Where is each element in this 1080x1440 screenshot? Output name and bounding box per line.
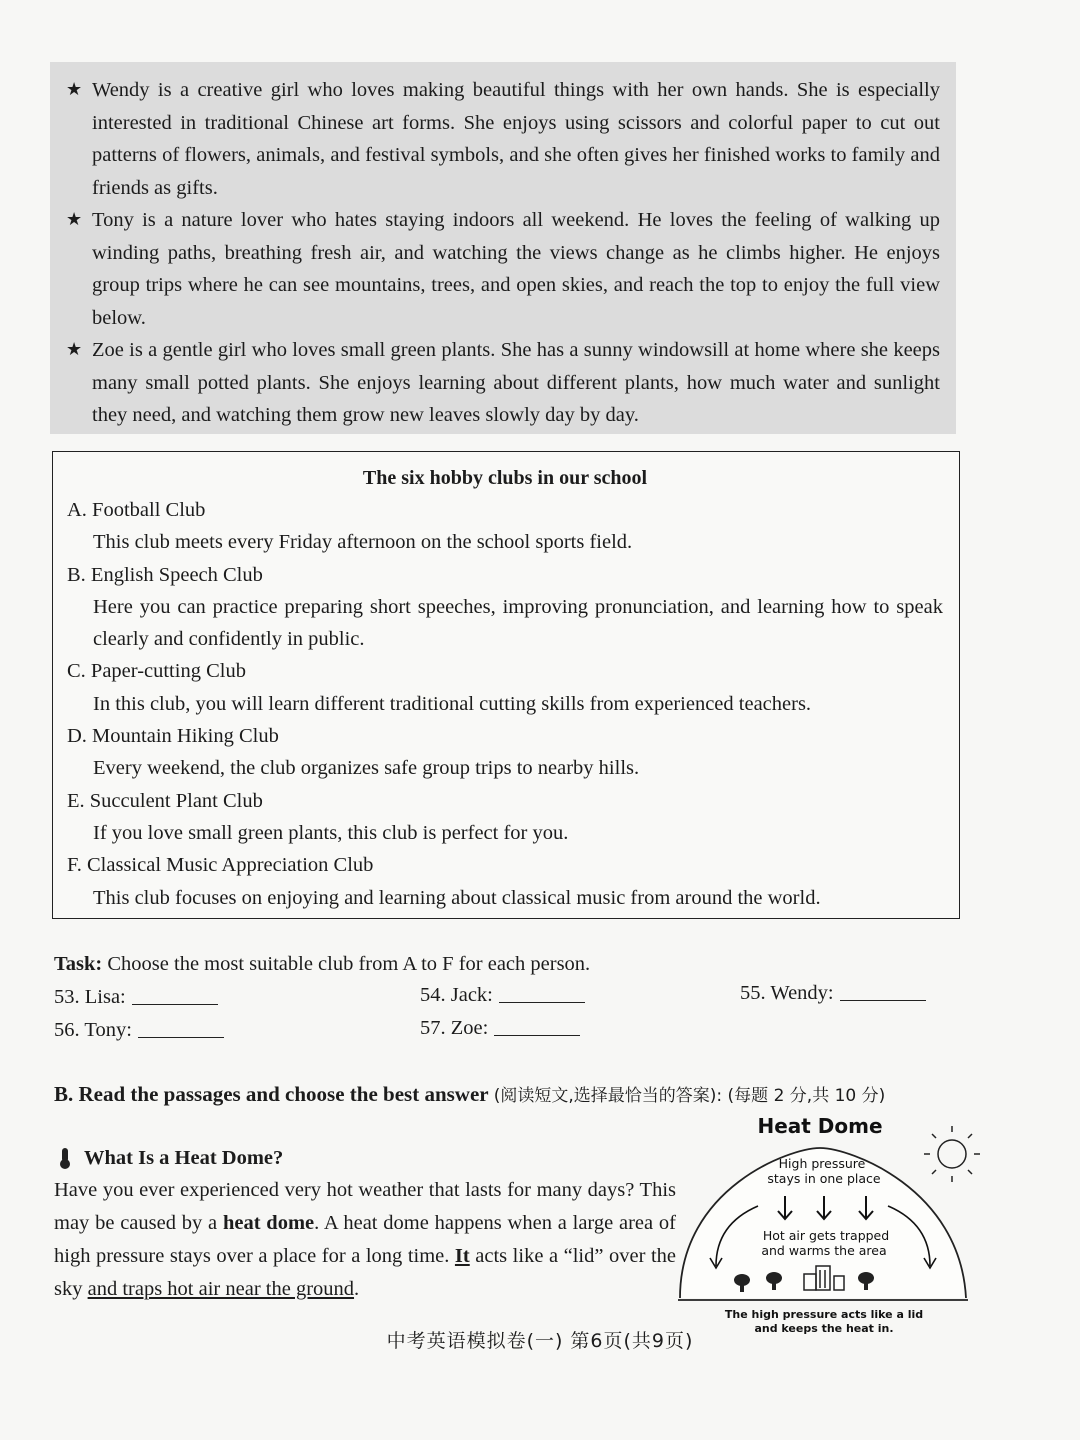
section-b-title: B. Read the passages and choose the best answer	[54, 1082, 489, 1106]
club-desc: If you love small green plants, this club is perfect for you.	[93, 821, 569, 844]
passage-bold-term: heat dome	[222, 1212, 315, 1234]
task-text: Choose the most suitable club from A to F for each person.	[102, 953, 591, 975]
diagram-caption-2: and keeps the heat in.	[754, 1322, 894, 1335]
diagram-title: Heat Dome	[757, 1114, 883, 1138]
clubs-title: The six hobby clubs in our school	[362, 467, 648, 489]
people-descriptions-box	[50, 62, 956, 434]
diagram-top-label-2: stays in one place	[767, 1171, 881, 1186]
person-zoe	[66, 334, 940, 432]
answer-blank[interactable]	[132, 986, 218, 1005]
club-name: A. Football Club	[67, 499, 206, 521]
club-desc: This club focuses on enjoying and learning about classical music from around the world.	[93, 886, 821, 909]
answer-blank[interactable]	[494, 1017, 580, 1036]
answer-blank[interactable]	[499, 984, 585, 1003]
passage-underlined-it: It	[454, 1245, 470, 1267]
question-label: 55. Wendy:	[740, 982, 834, 1004]
section-b-heading	[54, 1078, 974, 1112]
person-text: Zoe is a gentle girl who loves small green plants. She has a sunny windowsill at home where she keeps many small potted plants. She enjoys learning about different plants, how much water and sunlight they need, and watching them grow new leaves slowly day by day.	[92, 339, 940, 426]
task-instruction	[54, 948, 590, 980]
person-tony	[66, 204, 940, 334]
passage-underlined-text: and traps hot air near the ground	[87, 1278, 355, 1300]
club-name: C. Paper-cutting Club	[67, 660, 246, 683]
question-54	[420, 980, 585, 1010]
passage-body	[54, 1174, 676, 1306]
star-icon: ★	[66, 209, 83, 230]
star-icon: ★	[66, 339, 83, 360]
sun-icon	[924, 1126, 980, 1182]
page-footer: 中考英语模拟卷(一) 第6页(共9页)	[386, 1330, 694, 1352]
passage-text: . A heat dome happens when a large area of high pressure stays over a place for a long time.	[54, 1212, 676, 1267]
club-desc: This club meets every Friday afternoon on the school sports field.	[93, 531, 633, 554]
passage-title	[54, 1142, 283, 1174]
question-label: 54. Jack:	[420, 984, 493, 1006]
question-label: 57. Zoe:	[420, 1017, 489, 1039]
heat-dome-diagram	[670, 1108, 990, 1344]
question-56	[54, 1015, 224, 1045]
person-text: Wendy is a creative girl who loves making beautiful things with her own hands. She is especially interested in traditional Chinese art forms. She enjoys using scissors and colorful paper to cut out patterns of flowers, animals, and festival symbols, and she often gives her finished works to family and friends as gifts.	[92, 79, 940, 199]
diagram-caption-1: The high pressure acts like a lid	[724, 1308, 924, 1321]
question-label: 56. Tony:	[54, 1019, 132, 1041]
person-wendy	[66, 74, 940, 204]
club-desc: In this club, you will learn different traditional cutting skills from experienced teachers.	[93, 692, 812, 715]
club-name: B. English Speech Club	[67, 563, 263, 586]
answer-blank[interactable]	[138, 1019, 224, 1038]
question-53	[54, 982, 218, 1012]
club-name: D. Mountain Hiking Club	[67, 725, 279, 748]
passage-text: acts like a “lid” over the sky	[54, 1245, 676, 1300]
person-text: Tony is a nature lover who hates staying indoors all weekend. He loves the feeling of walking up winding paths, breathing fresh air, and watching the views change as he climbs higher. He enjoys group trips where he can see mountains, trees, and open skies, and reach the top to enjoy the full view below.	[92, 209, 940, 329]
club-name: E. Succulent Plant Club	[67, 789, 263, 812]
passage-text: Have you ever experienced very hot weather that lasts for many days? This may be caused by a	[54, 1179, 676, 1234]
section-b-note: (阅读短文,选择最恰当的答案): (每题 2 分,共 10 分)	[493, 1086, 886, 1106]
task-label: Task:	[54, 953, 103, 975]
clubs-box	[52, 451, 960, 919]
passage-text: .	[354, 1278, 360, 1300]
passage-title-text: What Is a Heat Dome?	[84, 1147, 284, 1169]
question-57	[420, 1013, 580, 1043]
diagram-top-label-1: High pressure	[778, 1156, 866, 1171]
diagram-mid-label-2: and warms the area	[761, 1243, 887, 1258]
thermometer-icon	[54, 1146, 76, 1170]
question-label: 53. Lisa:	[54, 986, 126, 1008]
club-name: F. Classical Music Appreciation Club	[67, 854, 374, 877]
star-icon: ★	[66, 79, 83, 100]
club-desc: Here you can practice preparing short speeches, improving pronunciation, and learning how to speak clearly and confidently in public.	[93, 595, 943, 651]
question-55	[740, 978, 926, 1008]
answer-blank[interactable]	[840, 982, 926, 1001]
club-desc: Every weekend, the club organizes safe group trips to nearby hills.	[93, 757, 640, 780]
diagram-mid-label-1: Hot air gets trapped	[762, 1228, 890, 1243]
